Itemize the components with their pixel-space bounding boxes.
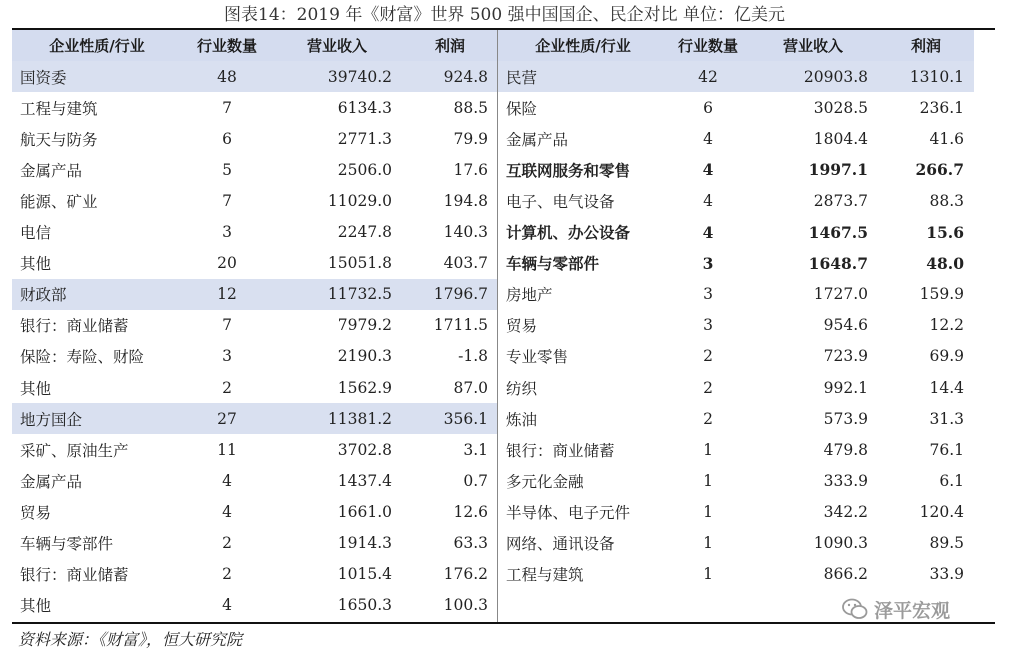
- header-profit: 利润: [402, 30, 498, 61]
- table-row: [12, 434, 498, 465]
- cell-category: 地方国企: [12, 403, 182, 434]
- table-row: [12, 590, 498, 621]
- table-row: [498, 434, 974, 465]
- header-category: 企业性质/行业: [498, 30, 668, 61]
- cell-revenue: 1090.3: [813, 534, 868, 553]
- cell-revenue: 15051.8: [327, 254, 392, 273]
- cell-category: 金属产品: [20, 472, 83, 491]
- cell-revenue: 573.9: [823, 409, 868, 428]
- cell-count: 42: [668, 61, 748, 92]
- table-row: [12, 528, 498, 559]
- cell-category: 电信: [20, 224, 52, 243]
- cell-revenue: 2190.3: [337, 347, 392, 366]
- cell-category: 炼油: [506, 410, 538, 429]
- cell-revenue: 1804.4: [813, 129, 868, 148]
- table-row: [12, 465, 498, 496]
- header-revenue: 营业收入: [272, 30, 402, 61]
- cell-category: 电子、电气设备: [506, 193, 615, 212]
- cell-profit: 17.6: [453, 160, 488, 179]
- table-row: [12, 403, 498, 434]
- cell-count: 4: [703, 192, 713, 211]
- cell-category: 航天与防务: [20, 130, 98, 149]
- cell-revenue: 1467.5: [808, 222, 868, 242]
- cell-category: 房地产: [506, 286, 553, 305]
- table-row: [12, 92, 498, 123]
- cell-count: 1: [703, 502, 713, 521]
- cell-category: 保险：寿险、财险: [20, 348, 145, 367]
- cell-profit: 176.2: [443, 565, 488, 584]
- cell-count: 11: [217, 440, 237, 459]
- header-profit: 利润: [878, 30, 974, 61]
- cell-category: 工程与建筑: [506, 566, 584, 585]
- cell-category: 网络、通讯设备: [506, 535, 615, 554]
- cell-category: 保险: [506, 99, 538, 118]
- cell-count: 4: [702, 222, 714, 242]
- cell-profit: 6.1: [939, 471, 964, 490]
- table-row: [12, 123, 498, 154]
- cell-revenue: 1997.1: [808, 160, 868, 180]
- cell-revenue: 2506.0: [337, 160, 392, 179]
- cell-category: 民营: [498, 61, 668, 92]
- cell-count: 2: [703, 409, 713, 428]
- cell-profit: 63.3: [453, 534, 488, 553]
- cell-count: 3: [222, 223, 232, 242]
- table-row: [12, 248, 498, 279]
- table-row: [498, 61, 974, 92]
- cell-profit: 48.0: [926, 253, 964, 273]
- cell-revenue: 2771.3: [337, 129, 392, 148]
- cell-count: 3: [703, 285, 713, 304]
- table-row: [498, 341, 974, 372]
- table-row: [12, 61, 498, 92]
- cell-revenue: 11732.5: [272, 279, 402, 310]
- table-row: [12, 341, 498, 372]
- cell-count: 4: [702, 160, 714, 180]
- cell-profit: 87.0: [453, 378, 488, 397]
- table-row: [12, 279, 498, 310]
- cell-profit: 33.9: [929, 565, 964, 584]
- cell-revenue: 723.9: [823, 347, 868, 366]
- cell-revenue: 1015.4: [337, 565, 392, 584]
- table-row: [498, 310, 974, 341]
- cell-count: 3: [222, 347, 232, 366]
- cell-revenue: 3702.8: [337, 440, 392, 459]
- cell-profit: 89.5: [929, 534, 964, 553]
- cell-revenue: 333.9: [823, 471, 868, 490]
- cell-count: 7: [222, 316, 232, 335]
- cell-profit: 1796.7: [402, 279, 498, 310]
- header-count: 行业数量: [668, 30, 748, 61]
- cell-category: 专业零售: [506, 348, 569, 367]
- watermark: [842, 596, 950, 622]
- cell-category: 贸易: [20, 503, 52, 522]
- cell-count: 20: [217, 254, 237, 273]
- cell-profit: 12.2: [929, 316, 964, 335]
- cell-category: 采矿、原油生产: [20, 441, 129, 460]
- soe-table: [12, 30, 498, 621]
- cell-revenue: 6134.3: [337, 98, 392, 117]
- cell-category: 银行：商业储蓄: [506, 441, 615, 460]
- cell-category: 银行：商业储蓄: [20, 566, 129, 585]
- cell-revenue: 866.2: [823, 565, 868, 584]
- cell-profit: 194.8: [443, 192, 488, 211]
- cell-revenue: 20903.8: [748, 61, 878, 92]
- cell-count: 7: [222, 192, 232, 211]
- cell-category: 多元化金融: [506, 472, 584, 491]
- cell-category: 半导体、电子元件: [506, 503, 631, 522]
- cell-count: [668, 590, 748, 621]
- cell-count: 12: [182, 279, 272, 310]
- cell-profit: -1.8: [458, 347, 488, 366]
- cell-profit: 15.6: [926, 222, 964, 242]
- cell-profit: 356.1: [402, 403, 498, 434]
- cell-profit: 69.9: [929, 347, 964, 366]
- cell-revenue: 992.1: [823, 378, 868, 397]
- header-category: 企业性质/行业: [12, 30, 182, 61]
- chart-title: 图表14：2019 年《财富》世界 500 强中国国企、民企对比 单位：亿美元: [224, 5, 785, 25]
- cell-count: 2: [703, 347, 713, 366]
- cell-count: 2: [222, 534, 232, 553]
- cell-revenue: 3028.5: [813, 98, 868, 117]
- cell-profit: 31.3: [929, 409, 964, 428]
- table-row: [498, 185, 974, 216]
- cell-category: [498, 590, 668, 621]
- cell-category: 工程与建筑: [20, 99, 98, 118]
- private-table: [498, 30, 974, 621]
- cell-count: 3: [702, 253, 714, 273]
- cell-revenue: 11381.2: [272, 403, 402, 434]
- cell-count: 2: [703, 378, 713, 397]
- table-row: [498, 123, 974, 154]
- bottom-rule: [12, 622, 995, 624]
- cell-category: 其他: [20, 597, 52, 616]
- cell-revenue: 342.2: [823, 502, 868, 521]
- table-row: [498, 279, 974, 310]
- cell-revenue: 2873.7: [813, 192, 868, 211]
- header-revenue: 营业收入: [748, 30, 878, 61]
- cell-category: 能源、矿业: [20, 193, 98, 212]
- table-row: [498, 248, 974, 279]
- cell-count: 6: [222, 129, 232, 148]
- table-row: [498, 217, 974, 248]
- cell-profit: 924.8: [402, 61, 498, 92]
- cell-profit: 79.9: [453, 129, 488, 148]
- table-row: [12, 185, 498, 216]
- cell-category: 其他: [20, 379, 52, 398]
- cell-profit: 14.4: [929, 378, 964, 397]
- cell-profit: 100.3: [443, 596, 488, 615]
- cell-revenue: 11029.0: [327, 192, 392, 211]
- cell-profit: 76.1: [929, 440, 964, 459]
- cell-count: 5: [222, 160, 232, 179]
- cell-revenue: 954.6: [823, 316, 868, 335]
- cell-revenue: 1562.9: [337, 378, 392, 397]
- cell-count: 3: [703, 316, 713, 335]
- cell-profit: 3.1: [463, 440, 488, 459]
- cell-revenue: 479.8: [823, 440, 868, 459]
- wechat-icon: [842, 598, 868, 620]
- cell-category: 车辆与零部件: [20, 535, 114, 554]
- cell-count: 27: [182, 403, 272, 434]
- table-row: [498, 154, 974, 185]
- cell-category: 银行：商业储蓄: [20, 317, 129, 336]
- cell-count: 4: [222, 471, 232, 490]
- cell-category: 金属产品: [20, 161, 83, 180]
- cell-count: 1: [703, 471, 713, 490]
- table-row: [498, 92, 974, 123]
- table-row: [12, 372, 498, 403]
- cell-revenue: 1437.4: [337, 471, 392, 490]
- cell-profit: 41.6: [929, 129, 964, 148]
- cell-category: 车辆与零部件: [506, 254, 600, 274]
- cell-count: 1: [703, 440, 713, 459]
- cell-count: 1: [703, 534, 713, 553]
- table-row: [498, 372, 974, 403]
- cell-revenue: 2247.8: [337, 223, 392, 242]
- cell-category: 互联网服务和零售: [506, 160, 631, 180]
- table-header-row: [12, 30, 498, 61]
- cell-count: 6: [703, 98, 713, 117]
- cell-revenue: 1661.0: [337, 502, 392, 521]
- cell-profit: 88.3: [929, 192, 964, 211]
- table-row: [498, 496, 974, 527]
- cell-profit: 12.6: [453, 502, 488, 521]
- cell-profit: 0.7: [463, 471, 488, 490]
- source-note: 资料来源：《财富》，恒大研究院: [18, 630, 243, 649]
- cell-category: 其他: [20, 255, 52, 274]
- table-row: [498, 403, 974, 434]
- table-row: [12, 217, 498, 248]
- cell-profit: 88.5: [453, 98, 488, 117]
- cell-revenue: 1650.3: [337, 596, 392, 615]
- cell-profit: 159.9: [919, 285, 964, 304]
- cell-profit: 266.7: [915, 160, 964, 180]
- cell-profit: 140.3: [443, 223, 488, 242]
- table-row: [498, 559, 974, 590]
- cell-profit: 236.1: [919, 98, 964, 117]
- table-header-row: [498, 30, 974, 61]
- table-row: [12, 559, 498, 590]
- watermark-text: 泽平宏观: [874, 599, 951, 622]
- cell-count: 1: [703, 565, 713, 584]
- cell-count: 2: [222, 378, 232, 397]
- cell-category: 金属产品: [506, 130, 569, 149]
- cell-category: 财政部: [12, 279, 182, 310]
- table-row: [12, 496, 498, 527]
- cell-profit: 120.4: [919, 502, 964, 521]
- cell-profit: 1310.1: [878, 61, 974, 92]
- cell-profit: 1711.5: [433, 316, 488, 335]
- header-count: 行业数量: [182, 30, 272, 61]
- cell-revenue: 1727.0: [813, 285, 868, 304]
- cell-count: 2: [222, 565, 232, 584]
- cell-category: 贸易: [506, 317, 538, 336]
- cell-revenue: 1648.7: [808, 253, 868, 273]
- cell-count: 4: [703, 129, 713, 148]
- cell-category: 国资委: [12, 61, 182, 92]
- cell-count: 4: [222, 502, 232, 521]
- table-row: [12, 310, 498, 341]
- cell-category: 纺织: [506, 379, 538, 398]
- cell-count: 48: [182, 61, 272, 92]
- cell-count: 7: [222, 98, 232, 117]
- table-row: [498, 465, 974, 496]
- table-row: [12, 154, 498, 185]
- cell-count: 4: [222, 596, 232, 615]
- cell-revenue: 7979.2: [337, 316, 392, 335]
- table-row: [498, 528, 974, 559]
- cell-revenue: 39740.2: [272, 61, 402, 92]
- cell-revenue: 1914.3: [337, 534, 392, 553]
- cell-profit: 403.7: [443, 254, 488, 273]
- cell-category: 计算机、办公设备: [506, 223, 631, 243]
